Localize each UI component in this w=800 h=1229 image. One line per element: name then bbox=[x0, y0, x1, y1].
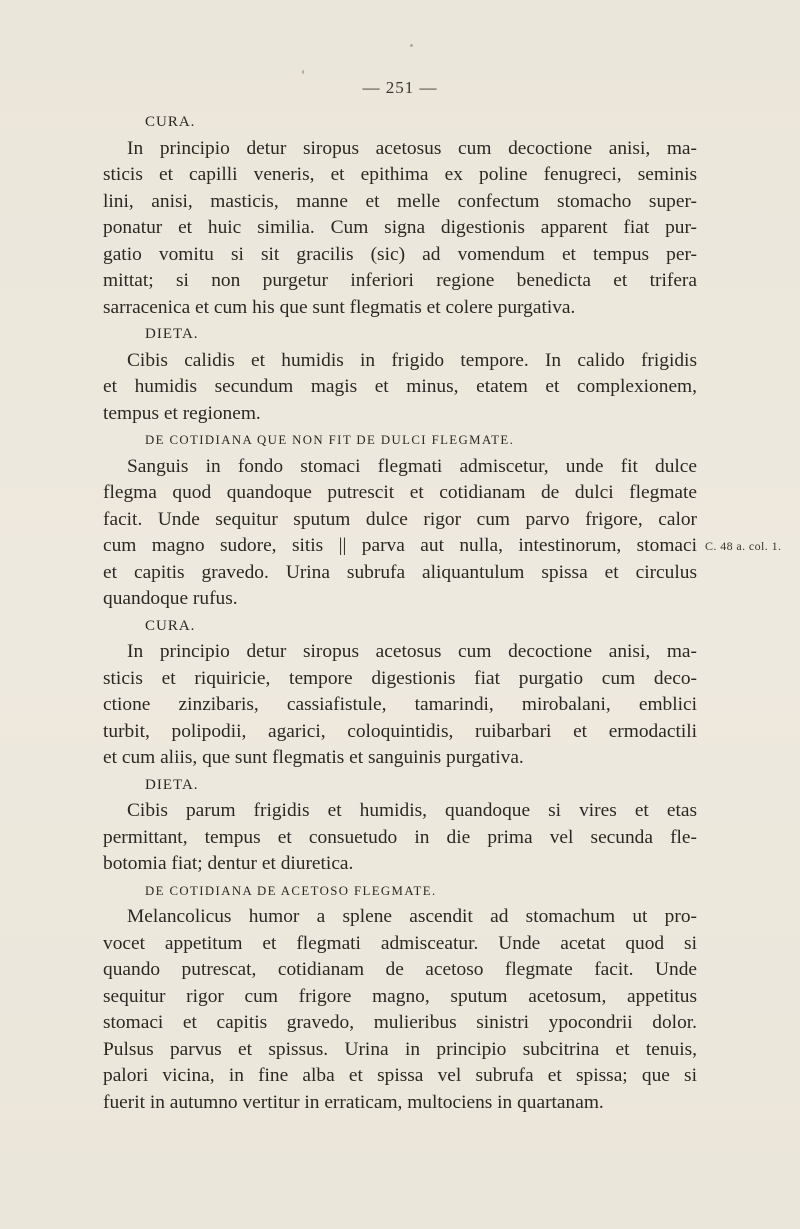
text-line: Sanguis in fondo stomaci flegmati admiscetur, unde fit dulce bbox=[127, 455, 697, 477]
page-number: — 251 — bbox=[362, 78, 438, 97]
text-line: Pulsus parvus et spissus. Urina in principio subcitrina et tenuis, bbox=[103, 1038, 697, 1060]
text-body bbox=[103, 109, 782, 1116]
text-line: turbit, polipodii, agarici, coloquintidis, ruibarbari et ermodactili bbox=[103, 720, 697, 742]
section-heading-cura: CURA. bbox=[145, 617, 196, 634]
text-line: gatio vomitu si sit gracilis (sic) ad vomendum et tempus per- bbox=[103, 243, 697, 265]
text-line: lini, anisi, masticis, manne et melle confectum stomacho super- bbox=[103, 190, 697, 212]
text-line: sticis et capilli veneris, et epithima ex poline fenugreci, seminis bbox=[103, 164, 697, 185]
section-heading-dieta: DIETA. bbox=[145, 776, 199, 793]
text-line: mittat; si non purgetur inferiori regione benedicta et trifera bbox=[103, 270, 697, 291]
text-line: Cibis calidis et humidis in frigido tempore. In calido frigidis bbox=[127, 349, 697, 371]
text-line: vocet appetitum et flegmati admisceatur. Unde acetat quod si bbox=[103, 932, 697, 954]
text-line-content: cum magno sudore, sitis || parva aut nulla, intestinorum, stomaci bbox=[103, 535, 697, 556]
text-line: et capitis gravedo. Urina subrufa aliquantulum spissa et circulus bbox=[103, 561, 697, 583]
text-line: stomaci et capitis gravedo, mulieribus sinistri ypocondrii dolor. bbox=[103, 1012, 697, 1033]
text-line: ctione zinzibaris, cassiafistule, tamarindi, mirobalani, emblici bbox=[103, 694, 697, 715]
text-line: quando putrescat, cotidianam de acetoso flegmate facit. Unde bbox=[103, 959, 697, 980]
text-line: Melancolicus humor a splene ascendit ad stomachum ut pro- bbox=[127, 906, 697, 927]
text-line: sequitur rigor cum frigore magno, sputum acetosum, appetitus bbox=[103, 985, 697, 1007]
text-line: facit. Unde sequitur sputum dulce rigor cum parvo frigore, calor bbox=[103, 508, 697, 530]
text-line: In principio detur siropus acetosus cum decoctione anisi, ma- bbox=[127, 641, 697, 662]
text-line-with-margin-note bbox=[103, 533, 782, 560]
text-line: sticis et riquiricie, tempore digestionis fiat purgatio cum deco- bbox=[103, 667, 697, 689]
paper-speck bbox=[410, 44, 413, 47]
text-line: botomia fiat; dentur et diuretica. bbox=[103, 853, 354, 874]
text-line: In principio detur siropus acetosus cum decoctione anisi, ma- bbox=[127, 137, 697, 159]
text-line: flegma quod quandoque putrescit et cotidianam de dulci flegmate bbox=[103, 482, 697, 503]
section-title-cotidiana-acetoso: DE COTIDIANA DE ACETOSO FLEGMATE. bbox=[145, 883, 437, 898]
paper-speck bbox=[302, 70, 304, 74]
section-heading-cura: CURA. bbox=[145, 114, 196, 130]
margin-note: C. 48 a. col. 1. bbox=[705, 539, 782, 553]
text-line: ponatur et huic similia. Cum signa digestionis apparent fiat pur- bbox=[103, 217, 697, 238]
text-line: Cibis parum frigidis et humidis, quandoque si vires et etas bbox=[127, 800, 697, 821]
text-line: et cum aliis, que sunt flegmatis et sanguinis purgativa. bbox=[103, 747, 524, 768]
text-line: palori vicina, in fine alba et spissa vel subrufa et spissa; que si bbox=[103, 1065, 697, 1086]
text-line: et humidis secundum magis et minus, etatem et complexionem, bbox=[103, 376, 697, 397]
text-line: sarracenica et cum his que sunt flegmatis et colere purgativa. bbox=[103, 296, 576, 318]
section-heading-dieta: DIETA. bbox=[145, 326, 199, 342]
text-line: fuerit in autumno vertitur in erraticam, multociens in quartanam. bbox=[103, 1091, 604, 1113]
text-line: tempus et regionem. bbox=[103, 402, 261, 424]
text-line: quandoque rufus. bbox=[103, 588, 238, 609]
section-title-cotidiana-dulci: DE COTIDIANA QUE NON FIT DE DULCI FLEGMATE. bbox=[145, 433, 515, 447]
text-line: permittant, tempus et consuetudo in die prima vel secunda fle- bbox=[103, 826, 697, 848]
